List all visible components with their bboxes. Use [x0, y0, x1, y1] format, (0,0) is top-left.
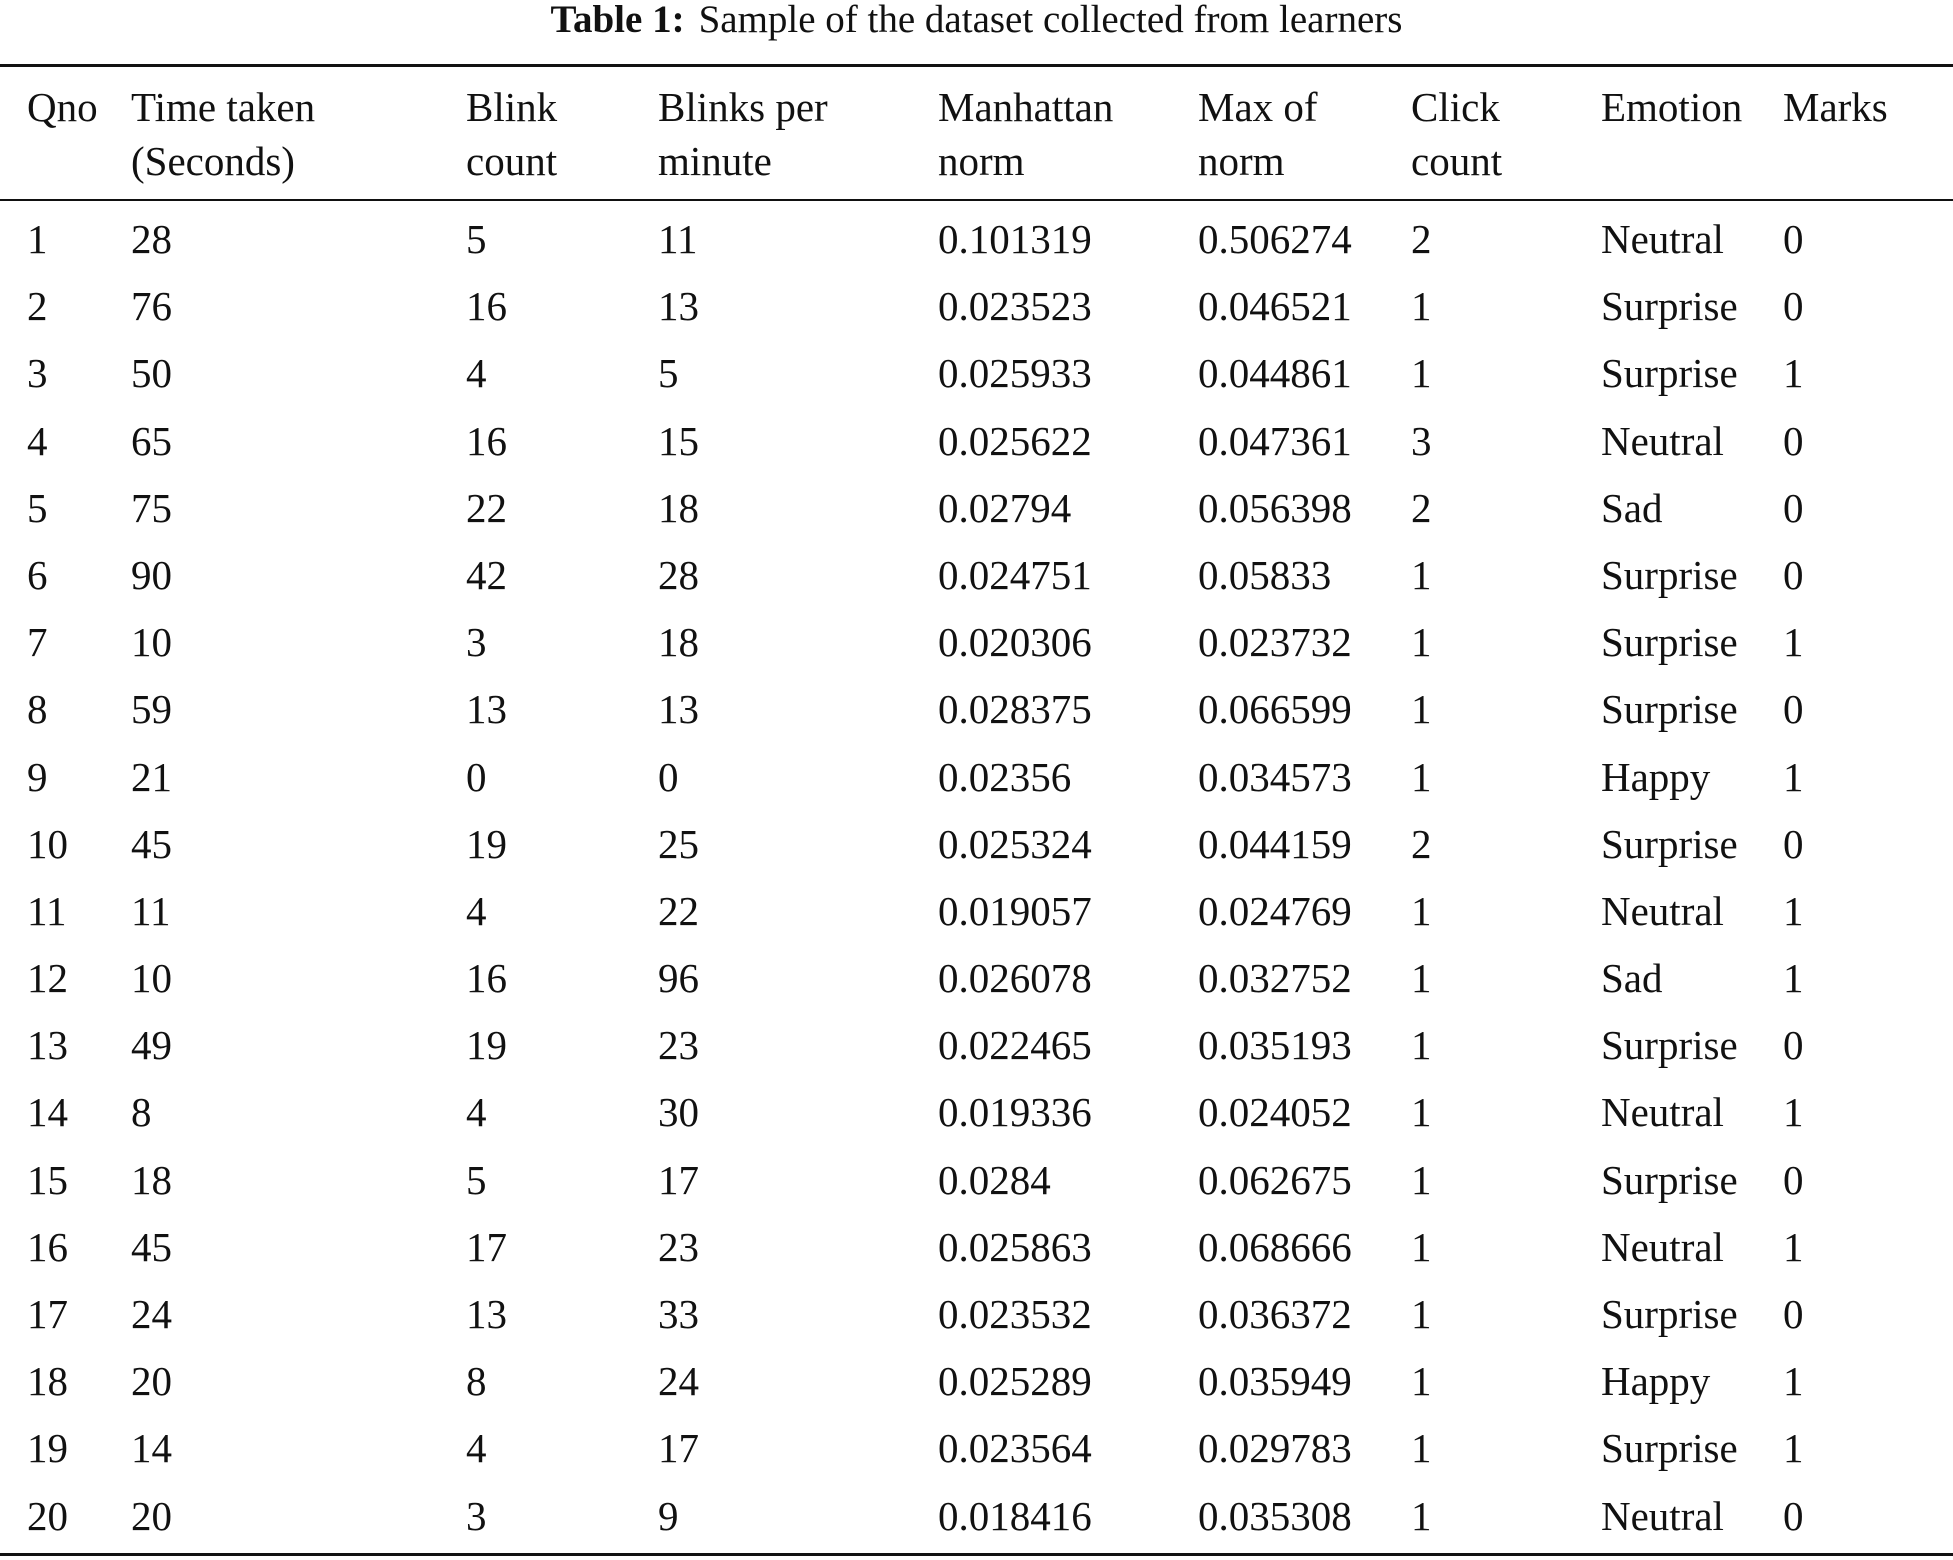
- table-row: [0, 945, 1953, 1012]
- cell-blinks-per-minute: 25: [658, 820, 699, 867]
- cell-blinks-per-minute: 28: [658, 551, 699, 598]
- header-marks: Marks: [1783, 84, 1888, 130]
- cell-qno: 18: [27, 1358, 68, 1405]
- cell-max-of-norm: 0.023732: [1198, 619, 1352, 666]
- cell-emotion: Surprise: [1601, 1022, 1738, 1069]
- cell-qno: 15: [27, 1156, 68, 1203]
- cell-blink-count: 16: [466, 955, 507, 1002]
- cell-time-taken: 20: [131, 1492, 172, 1539]
- cell-qno: 12: [27, 955, 68, 1002]
- cell-qno: 7: [27, 619, 48, 666]
- cell-blinks-per-minute: 17: [658, 1425, 699, 1472]
- cell-blink-count: 42: [466, 551, 507, 598]
- cell-click-count: 1: [1411, 1492, 1432, 1539]
- cell-marks: 1: [1783, 753, 1804, 800]
- cell-emotion: Surprise: [1601, 283, 1738, 330]
- table-row: [0, 1281, 1953, 1348]
- cell-manhattan-norm: 0.025622: [938, 417, 1092, 464]
- cell-manhattan-norm: 0.02356: [938, 753, 1072, 800]
- cell-time-taken: 59: [131, 686, 172, 733]
- cell-marks: 0: [1783, 1291, 1804, 1337]
- table-header-rule: [0, 199, 1953, 201]
- table-caption-text: Sample of the dataset collected from learners: [698, 0, 1403, 41]
- cell-qno: 10: [27, 820, 68, 867]
- cell-marks: 0: [1783, 484, 1804, 531]
- header-manhattan-norm: Manhattan norm: [938, 84, 1114, 184]
- cell-blinks-per-minute: 11: [658, 216, 698, 262]
- cell-time-taken: 90: [131, 551, 172, 598]
- cell-manhattan-norm: 0.028375: [938, 686, 1092, 733]
- cell-marks: 0: [1783, 283, 1804, 330]
- cell-time-taken: 49: [131, 1022, 172, 1069]
- cell-emotion: Surprise: [1601, 619, 1738, 666]
- cell-max-of-norm: 0.046521: [1198, 283, 1352, 330]
- cell-qno: 8: [27, 686, 48, 733]
- cell-time-taken: 75: [131, 484, 172, 531]
- cell-marks: 0: [1783, 216, 1804, 262]
- cell-emotion: Neutral: [1601, 216, 1724, 262]
- table-row: [0, 811, 1953, 878]
- cell-click-count: 1: [1411, 283, 1432, 330]
- table-header-row: [0, 80, 1953, 190]
- cell-marks: 1: [1783, 1425, 1804, 1472]
- cell-manhattan-norm: 0.018416: [938, 1492, 1092, 1539]
- cell-emotion: Neutral: [1601, 1089, 1724, 1136]
- header-blinks-per-minute: Blinks per minute: [658, 84, 828, 184]
- cell-manhattan-norm: 0.024751: [938, 551, 1092, 598]
- cell-blink-count: 3: [466, 619, 487, 666]
- cell-click-count: 1: [1411, 753, 1432, 800]
- cell-marks: 0: [1783, 417, 1804, 464]
- cell-click-count: 1: [1411, 1022, 1432, 1069]
- cell-qno: 6: [27, 551, 48, 598]
- cell-max-of-norm: 0.047361: [1198, 417, 1352, 464]
- cell-click-count: 1: [1411, 955, 1432, 1002]
- table-row: [0, 1147, 1953, 1214]
- cell-click-count: 1: [1411, 686, 1432, 733]
- cell-qno: 20: [27, 1492, 68, 1539]
- cell-blink-count: 4: [466, 350, 487, 397]
- cell-click-count: 1: [1411, 1156, 1432, 1203]
- cell-max-of-norm: 0.506274: [1198, 216, 1352, 262]
- cell-emotion: Neutral: [1601, 417, 1724, 464]
- cell-blink-count: 4: [466, 887, 487, 934]
- table-caption: [0, 0, 1953, 40]
- cell-click-count: 1: [1411, 551, 1432, 598]
- cell-blinks-per-minute: 18: [658, 484, 699, 531]
- cell-blinks-per-minute: 17: [658, 1156, 699, 1203]
- cell-emotion: Surprise: [1601, 350, 1738, 397]
- cell-marks: 1: [1783, 350, 1804, 397]
- cell-qno: 9: [27, 753, 48, 800]
- cell-blink-count: 16: [466, 417, 507, 464]
- cell-max-of-norm: 0.035949: [1198, 1358, 1352, 1405]
- cell-qno: 11: [27, 887, 67, 934]
- cell-max-of-norm: 0.034573: [1198, 753, 1352, 800]
- table-row: [0, 340, 1953, 407]
- cell-emotion: Neutral: [1601, 1223, 1724, 1270]
- cell-blinks-per-minute: 13: [658, 686, 699, 733]
- cell-blinks-per-minute: 5: [658, 350, 679, 397]
- table-row: [0, 1483, 1953, 1550]
- cell-max-of-norm: 0.036372: [1198, 1291, 1352, 1337]
- header-blink-count: Blink count: [466, 84, 558, 184]
- cell-qno: 5: [27, 484, 48, 531]
- cell-max-of-norm: 0.062675: [1198, 1156, 1352, 1203]
- table-top-rule: [0, 64, 1953, 67]
- cell-emotion: Sad: [1601, 955, 1663, 1002]
- cell-qno: 13: [27, 1022, 68, 1069]
- cell-manhattan-norm: 0.0284: [938, 1156, 1051, 1203]
- table-row: [0, 475, 1953, 542]
- cell-click-count: 1: [1411, 1223, 1432, 1270]
- cell-click-count: 1: [1411, 1358, 1432, 1405]
- cell-emotion: Neutral: [1601, 887, 1724, 934]
- cell-blink-count: 8: [466, 1358, 487, 1405]
- cell-emotion: Surprise: [1601, 1156, 1738, 1203]
- cell-time-taken: 20: [131, 1358, 172, 1405]
- cell-manhattan-norm: 0.101319: [938, 216, 1092, 262]
- cell-qno: 16: [27, 1223, 68, 1270]
- cell-blink-count: 19: [466, 1022, 507, 1069]
- cell-qno: 17: [27, 1291, 68, 1337]
- cell-qno: 19: [27, 1425, 68, 1472]
- table-row: [0, 744, 1953, 811]
- table-row: [0, 1348, 1953, 1415]
- cell-manhattan-norm: 0.019336: [938, 1089, 1092, 1136]
- cell-marks: 1: [1783, 619, 1804, 666]
- cell-time-taken: 18: [131, 1156, 172, 1203]
- cell-marks: 0: [1783, 1022, 1804, 1069]
- cell-emotion: Surprise: [1601, 686, 1738, 733]
- cell-max-of-norm: 0.066599: [1198, 686, 1352, 733]
- cell-emotion: Neutral: [1601, 1492, 1724, 1539]
- cell-manhattan-norm: 0.023523: [938, 283, 1092, 330]
- cell-blinks-per-minute: 33: [658, 1291, 699, 1337]
- cell-click-count: 2: [1411, 484, 1432, 531]
- cell-click-count: 1: [1411, 887, 1432, 934]
- cell-emotion: Surprise: [1601, 1425, 1738, 1472]
- cell-marks: 0: [1783, 686, 1804, 733]
- cell-max-of-norm: 0.044861: [1198, 350, 1352, 397]
- cell-qno: 2: [27, 283, 48, 330]
- cell-blink-count: 13: [466, 1291, 507, 1337]
- cell-click-count: 1: [1411, 1291, 1432, 1337]
- cell-time-taken: 28: [131, 216, 172, 262]
- cell-max-of-norm: 0.024052: [1198, 1089, 1352, 1136]
- cell-manhattan-norm: 0.025324: [938, 820, 1092, 867]
- cell-blinks-per-minute: 30: [658, 1089, 699, 1136]
- cell-marks: 1: [1783, 955, 1804, 1002]
- cell-marks: 0: [1783, 1492, 1804, 1539]
- table-row: [0, 1079, 1953, 1146]
- cell-blinks-per-minute: 15: [658, 417, 699, 464]
- header-click-count: Click count: [1411, 84, 1503, 184]
- table-row: [0, 878, 1953, 945]
- cell-marks: 1: [1783, 1358, 1804, 1405]
- cell-emotion: Sad: [1601, 484, 1663, 531]
- cell-manhattan-norm: 0.023532: [938, 1291, 1092, 1337]
- cell-emotion: Happy: [1601, 753, 1711, 800]
- cell-time-taken: 21: [131, 753, 172, 800]
- cell-blinks-per-minute: 18: [658, 619, 699, 666]
- cell-max-of-norm: 0.035193: [1198, 1022, 1352, 1069]
- cell-blink-count: 0: [466, 753, 487, 800]
- cell-emotion: Happy: [1601, 1358, 1711, 1405]
- cell-max-of-norm: 0.029783: [1198, 1425, 1352, 1472]
- cell-manhattan-norm: 0.02794: [938, 484, 1072, 531]
- cell-blinks-per-minute: 22: [658, 887, 699, 934]
- cell-blinks-per-minute: 9: [658, 1492, 679, 1539]
- table-caption-label: Table 1:: [550, 0, 685, 41]
- table-row: [0, 1415, 1953, 1482]
- cell-manhattan-norm: 0.020306: [938, 619, 1092, 666]
- cell-manhattan-norm: 0.023564: [938, 1425, 1092, 1472]
- cell-blinks-per-minute: 23: [658, 1223, 699, 1270]
- cell-time-taken: 65: [131, 417, 172, 464]
- cell-click-count: 1: [1411, 350, 1432, 397]
- cell-manhattan-norm: 0.025933: [938, 350, 1092, 397]
- cell-blinks-per-minute: 24: [658, 1358, 699, 1405]
- cell-blinks-per-minute: 96: [658, 955, 699, 1002]
- table-row: [0, 676, 1953, 743]
- cell-blink-count: 17: [466, 1223, 507, 1270]
- cell-manhattan-norm: 0.025289: [938, 1358, 1092, 1405]
- header-emotion: Emotion: [1601, 84, 1743, 130]
- cell-emotion: Surprise: [1601, 820, 1738, 867]
- cell-manhattan-norm: 0.022465: [938, 1022, 1092, 1069]
- cell-emotion: Surprise: [1601, 1291, 1738, 1337]
- header-qno: Qno: [27, 84, 98, 130]
- cell-qno: 3: [27, 350, 48, 397]
- cell-qno: 4: [27, 417, 48, 464]
- cell-click-count: 3: [1411, 417, 1432, 464]
- table-bottom-rule: [0, 1553, 1953, 1556]
- cell-qno: 14: [27, 1089, 68, 1136]
- table-row: [0, 542, 1953, 609]
- cell-blink-count: 22: [466, 484, 507, 531]
- cell-time-taken: 45: [131, 1223, 172, 1270]
- cell-marks: 1: [1783, 1089, 1804, 1136]
- table-row: [0, 206, 1953, 273]
- cell-max-of-norm: 0.035308: [1198, 1492, 1352, 1539]
- cell-max-of-norm: 0.056398: [1198, 484, 1352, 531]
- cell-marks: 1: [1783, 1223, 1804, 1270]
- cell-blink-count: 4: [466, 1425, 487, 1472]
- cell-max-of-norm: 0.068666: [1198, 1223, 1352, 1270]
- cell-time-taken: 24: [131, 1291, 172, 1337]
- cell-max-of-norm: 0.05833: [1198, 551, 1332, 598]
- cell-manhattan-norm: 0.025863: [938, 1223, 1092, 1270]
- cell-click-count: 2: [1411, 216, 1432, 262]
- cell-max-of-norm: 0.032752: [1198, 955, 1352, 1002]
- cell-blinks-per-minute: 23: [658, 1022, 699, 1069]
- cell-manhattan-norm: 0.026078: [938, 955, 1092, 1002]
- cell-blink-count: 19: [466, 820, 507, 867]
- cell-click-count: 1: [1411, 619, 1432, 666]
- cell-time-taken: 76: [131, 283, 172, 330]
- cell-time-taken: 10: [131, 619, 172, 666]
- cell-time-taken: 11: [131, 887, 171, 934]
- header-max-of-norm: Max of norm: [1198, 84, 1318, 184]
- cell-click-count: 1: [1411, 1089, 1432, 1136]
- cell-max-of-norm: 0.024769: [1198, 887, 1352, 934]
- cell-blinks-per-minute: 13: [658, 283, 699, 330]
- cell-blink-count: 13: [466, 686, 507, 733]
- cell-marks: 0: [1783, 1156, 1804, 1203]
- cell-time-taken: 10: [131, 955, 172, 1002]
- cell-time-taken: 45: [131, 820, 172, 867]
- table-row: [0, 1214, 1953, 1281]
- table-row: [0, 408, 1953, 475]
- cell-max-of-norm: 0.044159: [1198, 820, 1352, 867]
- cell-click-count: 2: [1411, 820, 1432, 867]
- table-body: [0, 206, 1953, 1550]
- cell-time-taken: 14: [131, 1425, 172, 1472]
- cell-marks: 1: [1783, 887, 1804, 934]
- cell-blink-count: 16: [466, 283, 507, 330]
- cell-click-count: 1: [1411, 1425, 1432, 1472]
- table-row: [0, 1012, 1953, 1079]
- cell-time-taken: 50: [131, 350, 172, 397]
- cell-blink-count: 5: [466, 216, 487, 262]
- cell-time-taken: 8: [131, 1089, 152, 1136]
- table-row: [0, 273, 1953, 340]
- cell-blink-count: 3: [466, 1492, 487, 1539]
- cell-blink-count: 5: [466, 1156, 487, 1203]
- table-row: [0, 609, 1953, 676]
- cell-blink-count: 4: [466, 1089, 487, 1136]
- cell-marks: 0: [1783, 820, 1804, 867]
- cell-qno: 1: [27, 216, 48, 262]
- cell-manhattan-norm: 0.019057: [938, 887, 1092, 934]
- cell-emotion: Surprise: [1601, 551, 1738, 598]
- header-time-taken: Time taken (Seconds): [131, 84, 316, 184]
- cell-marks: 0: [1783, 551, 1804, 598]
- cell-blinks-per-minute: 0: [658, 753, 679, 800]
